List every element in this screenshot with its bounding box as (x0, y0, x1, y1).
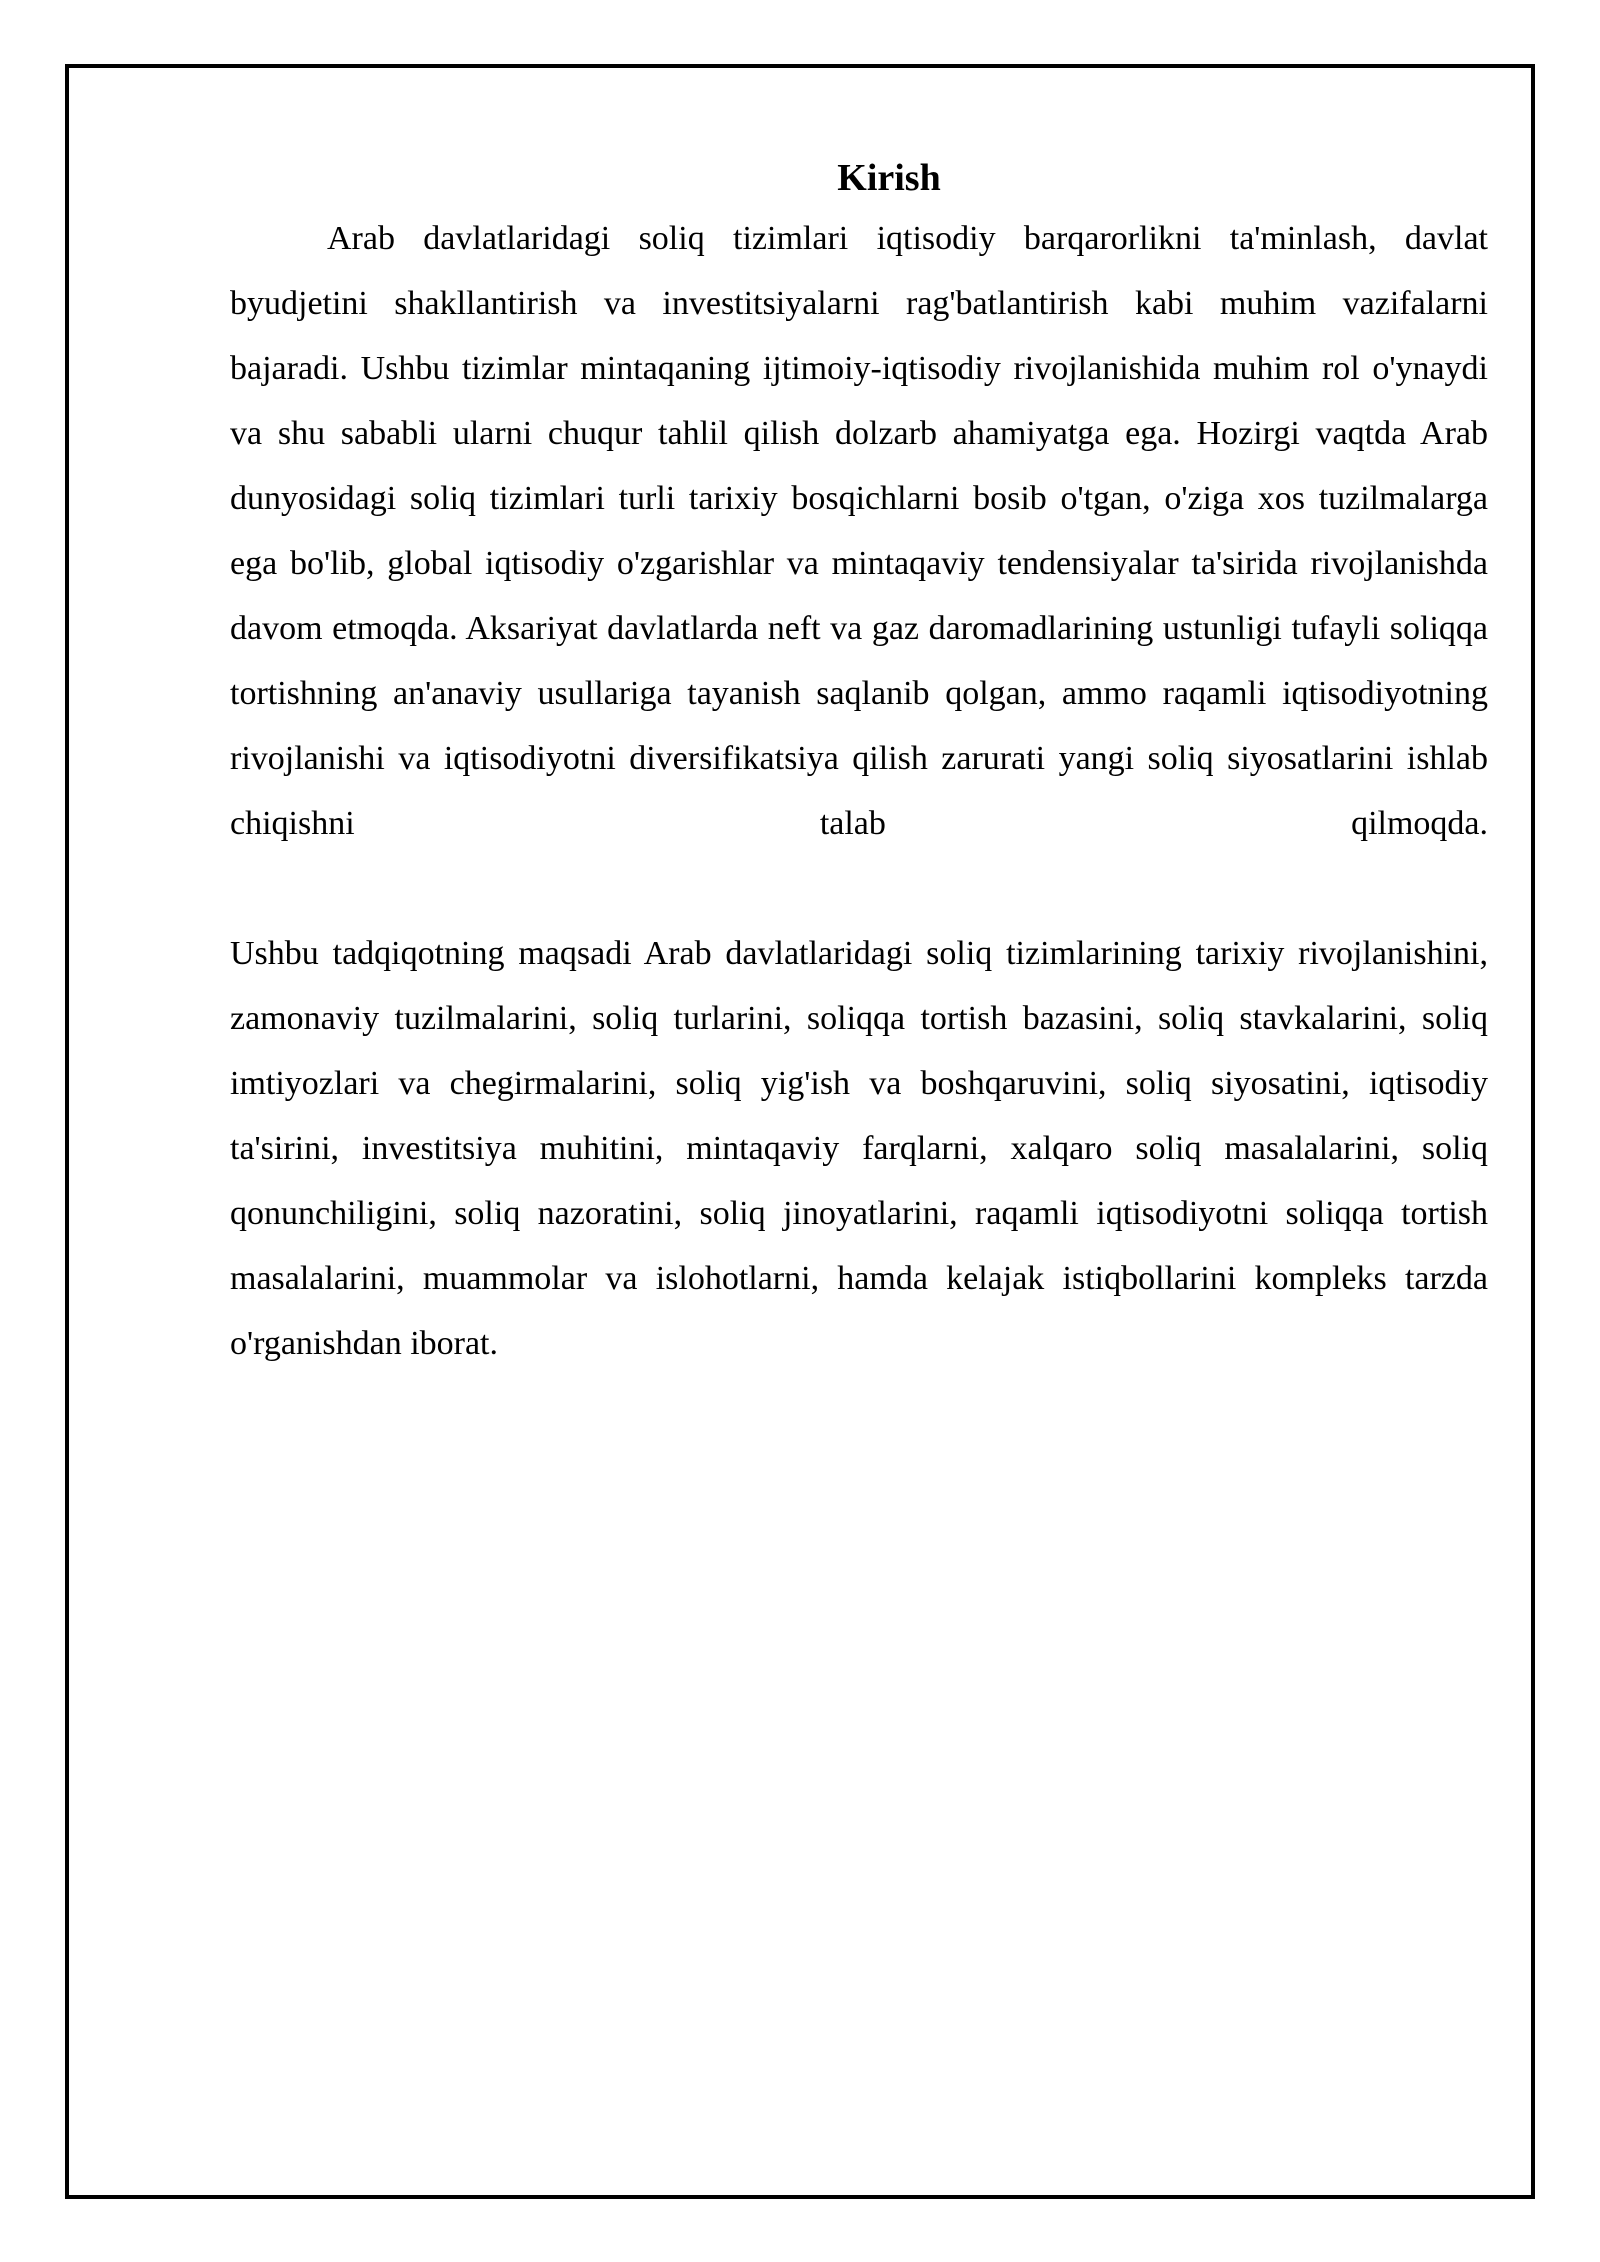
intro-paragraph: Arab davlatlaridagi soliq tizimlari iqtisodiy barqarorlikni ta'minlash, davlat byudjetini shakllantirish va investitsiyalarni rag'batlantirish kabi muhim vazifalarni bajaradi. Ushbu tizimlar mintaqaning ijtimoiy-iqtisodiy rivojlanishida muhim rol o'ynaydi va shu sababli ularni chuqur tahlil qilish dolzarb ahamiyatga ega. Hozirgi vaqtda Arab dunyosidagi soliq tizimlari turli tarixiy bosqichlarni bosib o'tgan, o'ziga xos tuzilmalarga ega bo'lib, global iqtisodiy o'zgarishlar va mintaqaviy tendensiyalar ta'sirida rivojlanishda davom etmoqda. Aksariyat davlatlarda neft va gaz daromadlarining ustunligi tufayli soliqqa tortishning an'anaviy usullariga tayanish saqlanib qolgan, ammo raqamli iqtisodiyotning rivojlanishi va iqtisodiyotni diversifikatsiya qilish zarurati yangi soliq siyosatlarini ishlab chiqishni talab qilmoqda. (230, 220, 1488, 842)
purpose-paragraph: Ushbu tadqiqotning maqsadi Arab davlatlaridagi soliq tizimlarining tarixiy rivojlanishini, zamonaviy tuzilmalarini, soliq turlarini, soliqqa tortish bazasini, soliq stavkalarini, soliq imtiyozlari va chegirmalarini, soliq yig'ish va boshqaruvini, soliq siyosatini, iqtisodiy ta'sirini, investitsiya muhitini, mintaqaviy farqlarni, xalqaro soliq masalalarini, soliq qonunchiligini, soliq nazoratini, soliq jinoyatlarini, raqamli iqtisodiyotni soliqqa tortish masalalarini, muammolar va islohotlarni, hamda kelajak istiqbollarini kompleks tarzda o'rganishdan iborat. (230, 935, 1488, 1362)
page-title: Kirish (837, 157, 941, 199)
paragraph-spacer (230, 856, 1488, 921)
document-body (230, 150, 1488, 1376)
